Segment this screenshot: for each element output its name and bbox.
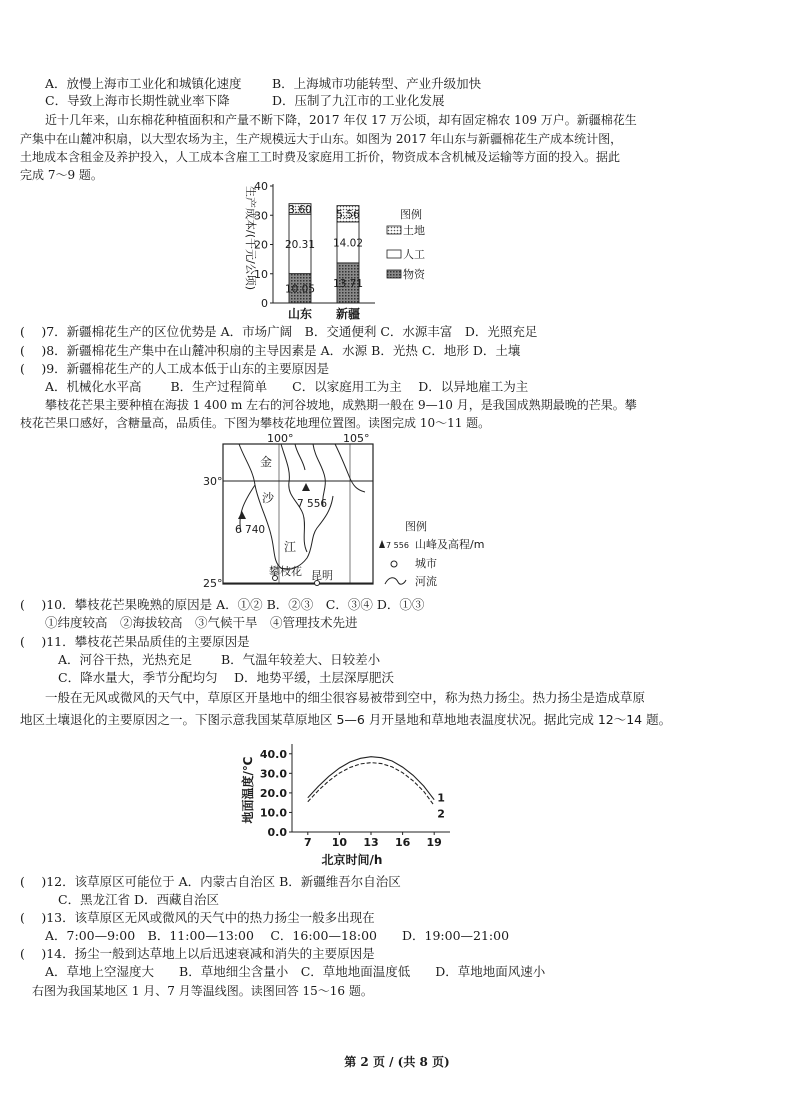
passage3-line2: 地区土壤退化的主要原因之一。下图示意我国某草原地区 5—6 月开垦地和草地地表温度状况。据此完成 12～14 题。 <box>20 712 672 727</box>
question-14: ( )14．扬尘一般到达草地上以后迅速衰减和消失的主要原因是 <box>20 946 375 961</box>
legend-swatch-material <box>387 270 401 278</box>
temp-chart-lines <box>308 757 445 821</box>
cost-x-label: 山东 <box>287 307 313 321</box>
river-char-jin: 金 <box>260 455 273 469</box>
river-char-sha: 沙 <box>262 491 275 505</box>
passage1-line3: 土地成本含租金及养护投入，人工成本含雇工工时费及家庭用工折价，物资成本含机械及运输等方面的投入。据此 <box>20 150 621 164</box>
question-9: ( )9．新疆棉花生产的人工成本低于山东的主要原因是 <box>20 361 330 376</box>
legend-label-material: 物资 <box>403 268 425 281</box>
cost-y-tick-label: 40 <box>254 180 268 193</box>
passage2-line2: 枝花芒果口感好，含糖量高，品质佳。下图为攀枝花地理位置图。读图完成 10～11 题。 <box>20 416 491 430</box>
cost-y-tick-label: 10 <box>254 267 268 281</box>
question-12: ( )12．该草原区可能位于 A．内蒙古自治区 B．新疆维吾尔自治区 <box>20 874 401 889</box>
peak-icon-6740 <box>238 511 246 519</box>
temp-series-label: 2 <box>437 807 445 821</box>
question-10: ( )10．攀枝花芒果晚熟的原因是 A．①② B．②③ C．③④ D．①③ <box>20 597 425 612</box>
q6-option-c: C．导致上海市长期性就业率下降 <box>45 93 230 108</box>
temp-x-tick-label: 13 <box>363 836 379 849</box>
passage1-line2: 产集中在山麓冲积扇，以大型农场为主，生产规模远大于山东。如图为 2017 年山东与新疆棉花生产成本统计图， <box>20 132 623 146</box>
question-11: ( )11．攀枝花芒果品质佳的主要原因是 <box>20 634 250 649</box>
city-label-kunming: 昆明 <box>311 569 333 582</box>
temp-x-tick-label: 19 <box>426 836 442 849</box>
cost-chart-legend <box>387 207 426 281</box>
legend-peak-value: 7 556 <box>386 541 409 550</box>
bar-value-label: 14.02 <box>332 237 364 250</box>
cost-chart-bars <box>285 204 363 303</box>
q6-option-b: B．上海城市功能转型、产业升级加快 <box>272 76 482 91</box>
temp-series-2-line <box>308 763 434 806</box>
temp-series-label: 1 <box>437 791 445 805</box>
passage1-line4: 完成 7～9 题。 <box>20 168 103 182</box>
temp-y-tick-label: 30.0 <box>259 767 287 781</box>
bar-value-label: 3.60 <box>288 203 312 216</box>
river-char-jiang: 江 <box>284 540 297 554</box>
question-7: ( )7．新疆棉花生产的区位优势是 A．市场广阔 B．交通便利 C．水源丰富 D．光照充足 <box>20 324 538 339</box>
legend-label-land: 土地 <box>403 224 425 237</box>
temp-y-tick-label: 40.0 <box>259 747 287 761</box>
passage2-line1: 攀枝花芒果主要种植在海拔 1 400 m 左右的河谷坡地，成熟期一般在 9—10 月，是我国成熟期最晚的芒果。攀 <box>45 398 637 412</box>
map-frame <box>223 444 373 584</box>
temp-x-tick-label: 7 <box>303 836 312 849</box>
question-11-options-cd: C．降水量大，季节分配均匀 D．地势平缓，土层深厚肥沃 <box>58 670 395 685</box>
peak-6740-label: 6 740 <box>235 524 266 536</box>
legend-river-icon <box>385 578 406 584</box>
question-8: ( )8．新疆棉花生产集中在山麓冲积扇的主导因素是 A．水源 B．光热 C．地形 D．土壤 <box>20 343 521 358</box>
cost-y-tick-label: 30 <box>254 209 268 223</box>
bar-value-label: 20.31 <box>284 238 316 251</box>
cost-legend-title: 图例 <box>400 208 422 221</box>
cost-y-tick-label: 20 <box>254 238 268 252</box>
cotton-cost-chart <box>225 178 465 322</box>
passage4: 右图为我国某地区 1 月、7 月等温线图。读图回答 15～16 题。 <box>32 984 373 998</box>
temp-y-tick-label: 10.0 <box>259 806 287 820</box>
map-lon-105: 105° <box>343 432 370 445</box>
bar-value-label: 10.05 <box>284 283 316 296</box>
legend-swatch-labor <box>387 250 401 258</box>
map-legend-title: 图例 <box>405 520 427 533</box>
question-12-options-cd: C．黑龙江省 D．西藏自治区 <box>58 892 220 907</box>
map-lat-25: 25° <box>203 577 223 590</box>
legend-label-labor: 人工 <box>403 248 425 261</box>
temp-x-tick-label: 10 <box>331 836 348 849</box>
bar-value-label: 5.56 <box>336 208 360 221</box>
panzhihua-location-map <box>195 430 495 595</box>
legend-peak-label: 山峰及高程/m <box>415 538 485 551</box>
peak-icon-7556 <box>302 483 310 491</box>
city-label-panzhihua: 攀枝花 <box>269 565 302 578</box>
bar-value-label: 13.71 <box>332 277 364 290</box>
temp-x-tick-label: 16 <box>394 836 411 849</box>
surface-temperature-chart <box>240 738 460 870</box>
question-9-options: A．机械化水平高 B．生产过程简单 C．以家庭用工为主 D．以异地雇工为主 <box>45 379 529 394</box>
legend-river-label: 河流 <box>415 575 437 588</box>
question-11-options-ab: A．河谷干热，光热充足 B．气温年较差大、日较差小 <box>58 652 381 667</box>
legend-city-label: 城市 <box>415 557 437 570</box>
temp-chart-xlabel: 北京时间/h <box>321 853 383 867</box>
map-lon-100: 100° <box>267 432 294 445</box>
legend-swatch-land <box>387 226 401 234</box>
map-lat-30: 30° <box>203 475 223 488</box>
passage3-line1: 一般在无风或微风的天气中，草原区开垦地中的细尘很容易被带到空中，称为热力扬尘。热力扬尘是造成草原 <box>45 690 646 705</box>
legend-peak-icon <box>379 540 385 548</box>
peak-7556-label: 7 556 <box>297 498 328 510</box>
cost-chart-ylabel: 生产成本/(千元/公顷) <box>244 186 257 290</box>
cost-x-label: 新疆 <box>335 307 361 321</box>
legend-city-icon <box>391 561 397 567</box>
temp-series-1-line <box>308 757 434 800</box>
temp-y-tick-label: 0.0 <box>267 826 287 839</box>
q6-option-a: A．放慢上海市工业化和城镇化速度 <box>45 76 242 91</box>
question-10-items: ①纬度较高 ②海拔较高 ③气候干旱 ④管理技术先进 <box>45 615 358 630</box>
question-13-options: A．7:00—9:00 B．11:00—13:00 C．16:00—18:00 D．19:00—21:00 <box>45 928 510 943</box>
question-13: ( )13．该草原区无风或微风的天气中的热力扬尘一般多出现在 <box>20 910 375 925</box>
cost-y-tick-label: 0 <box>261 297 268 310</box>
temp-chart-ylabel: 地面温度/℃ <box>241 756 255 824</box>
q6-option-d: D．压制了九江市的工业化发展 <box>272 93 445 108</box>
question-14-options: A．草地上空湿度大 B．草地细尘含量小 C．草地地面温度低 D．草地地面风速小 <box>45 964 546 979</box>
page-footer: 第 2 页 / (共 8 页) <box>344 1055 450 1069</box>
temp-y-tick-label: 20.0 <box>259 786 287 800</box>
passage1-line1: 近十几年来，山东棉花种植面积和产量不断下降，2017 年仅 17 万公顷，却有固定棉农 109 万户。新疆棉花生 <box>45 113 637 127</box>
cost-chart-x-labels <box>288 306 360 321</box>
